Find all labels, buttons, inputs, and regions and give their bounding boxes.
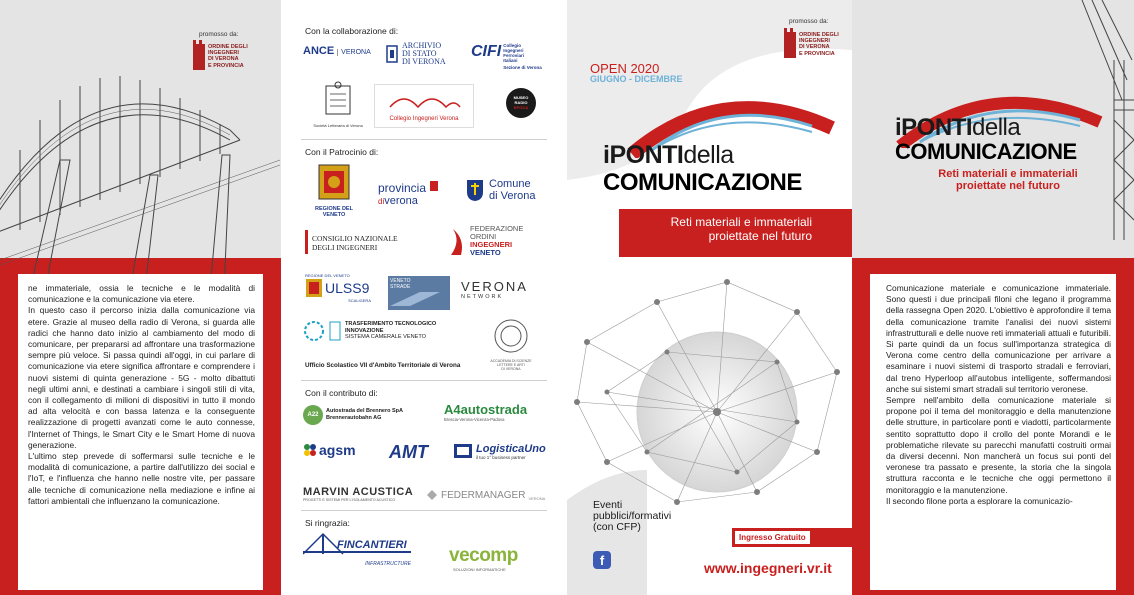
- cover-subtitle-banner: [619, 209, 852, 257]
- ulss9-logo: REGIONE DEL VENETO ULSS9 SCALIGERA: [305, 273, 371, 303]
- order-logo-line: DI VERONA: [208, 56, 239, 63]
- panel-back-right: [852, 0, 1134, 595]
- panel-back-left: [0, 0, 281, 595]
- societa-emblem-icon: [318, 80, 358, 118]
- logisticauno-logo: LogisticaUno il tuo 1° business partner: [453, 440, 546, 462]
- trasferimento-tecnologico-logo: TRASFERIMENTO TECNOLOGICO INNOVAZIONE SISTEMA CAMERALE VENETO: [303, 320, 436, 342]
- paragraph: Comunicazione materiale e comunicazione immateriale. Sono questi i due principali filoni che legano il programma della rassegna Open 2020. L'obiettivo è approfondire il tema della comunicazione tramite l'analisi dei nuovi sistemi infrastrutturali e delle nuove reti immateriali attuali e futuribili. Si parte quindi da un focus sull'importanza strategica di Verona come centro della comunicazione per arrivare a esaminare i nuovi sistemi di trasporto stradali e ferroviari, dal treno Hyperloop all'autobus intelligente, soffermandosi anche sui sistemi smart stradali sul territorio veronese.: [886, 283, 1111, 394]
- cover-title-line2: COMUNICAZIONE: [603, 169, 802, 196]
- federazione-swoosh-icon: [447, 225, 467, 259]
- facebook-icon[interactable]: f: [593, 551, 611, 569]
- collegio-arches-icon: [384, 89, 464, 111]
- federmanager-logo: FEDERMANAGER VERONA: [426, 489, 545, 501]
- cifi-logo: CIFI Collegio Ingegneri Ferroviari Italiani Sezione di Verona: [471, 43, 542, 70]
- divider: [301, 380, 547, 381]
- societa-letteraria-logo: Società Letteraria di Verona: [303, 80, 373, 128]
- patrocinio-title: Con il Patrocinio di:: [305, 147, 379, 157]
- fincantieri-logo: FINCANTIERI INFRASTRUCTURE: [303, 530, 411, 567]
- subtitle-line: Reti materiali e immateriali: [670, 215, 812, 229]
- panel-sponsors: [281, 0, 567, 595]
- ingresso-gratuito-label: Ingresso Gratuito: [735, 531, 810, 544]
- paragraph: Sempre nell'ambito della comunicazione materiale si propone poi il tema del monitoraggio e della manutenzione delle strutture, in particolare ponti e viadotti, particolarmente sentito soprattutto dopo il crollo del ponte Morandi e le problematiche rilevate su parecchi manufatti costruiti ormai da diversi decenni. Non mancherà un focus sui ponti del veronese tra passato e presente, la storia che la singola struttura racconta e le tecniche che oggi permettono il monitoraggio e la manutenzione.: [886, 395, 1111, 495]
- camera-icon: [329, 320, 341, 342]
- website-link[interactable]: www.ingegneri.vr.it: [704, 560, 832, 576]
- innovation-dots-icon: [303, 320, 325, 342]
- cover-title: iPONTIdella: [603, 141, 734, 169]
- collab-title: Con la collaborazione di:: [305, 26, 399, 36]
- comune-shield-icon: [465, 178, 485, 202]
- cni-logo: CONSIGLIO NAZIONALE DEGLI INGEGNERI: [305, 230, 398, 254]
- lion-crest-icon: [305, 278, 323, 298]
- promo-label: promosso da:: [199, 31, 239, 38]
- provincia-verona-logo: provincia diverona: [378, 180, 439, 208]
- accademia-seal-icon: [493, 318, 529, 354]
- accademia-logo: ACCADEMIA DI SCIENZE LETTERE E ARTI DI VERONA: [486, 318, 536, 371]
- paragraph: L'ultimo step prevede di soffermarsi sulle tecniche e le modalità di comunicazione, a partire dall'utilizzo dei social e l'IoT, e l'influenza che hanno nelle nostre vite, per passare alle tecniche di comunicazione nella mediazione e infine ai fattori ambientali che influenzano la comunicazione.: [28, 451, 255, 506]
- contributo-title: Con il contributo di:: [305, 388, 378, 398]
- a4-autostrada-logo: A4autostrada Brescia-Verona-Vicenza-Padova: [444, 402, 528, 422]
- ufficio-scolastico-logo: Ufficio Scolastico VII d'Ambito Territoriale di Verona: [305, 362, 461, 369]
- panel4-title-line2: COMUNICAZIONE: [895, 139, 1077, 164]
- province-crest-icon: [429, 180, 439, 192]
- paragraph: Il secondo filone porta a esplorare la comunicazio-: [886, 495, 1073, 506]
- verona-network-logo: VERONA NETWORK: [461, 279, 528, 300]
- truck-icon: [453, 440, 473, 462]
- ringraziare-title: Si ringrazia:: [305, 518, 350, 528]
- tower-icon: [193, 44, 205, 70]
- order-logo-line: INGEGNERI: [799, 38, 830, 45]
- marvin-acustica-logo: MARVIN ACUSTICA PROGETTI E SISTEMI PER L'ISOLAMENTO ACUSTICO: [303, 486, 414, 502]
- veneto-strade-logo: VENETO STRADE: [388, 276, 450, 310]
- archivio-logo: ARCHIVIO DI STATO DI VERONA: [385, 42, 446, 66]
- order-engineers-logo: [784, 32, 839, 58]
- paragraph: ne immateriale, ossia le tecniche e le modalità di comunicazione e la comunicazione via etere.: [28, 283, 255, 305]
- divider: [301, 510, 547, 511]
- network-globe-illustration: [567, 262, 852, 522]
- a22-logo: A22 Autostrada del Brennero SpA Brennerautobahn AG: [303, 405, 403, 425]
- comune-verona-logo: Comune di Verona: [465, 178, 535, 202]
- cni-bar-icon: [305, 230, 308, 254]
- order-logo-line: ORDINE DEGLI: [208, 44, 248, 50]
- federmanager-mark-icon: [426, 489, 438, 501]
- order-engineers-logo: [193, 44, 248, 70]
- road-icon: [390, 290, 440, 306]
- panel4-body: [886, 283, 1111, 507]
- promo-label: promosso da:: [789, 18, 829, 25]
- regione-veneto-logo: REGIONE DEL VENETO: [304, 163, 364, 218]
- ance-logo: ANCE VERONA: [303, 45, 371, 57]
- order-logo-line: DI VERONA: [799, 44, 830, 51]
- open-year: OPEN 2020: [590, 61, 660, 76]
- subtitle-line: Reti materiali e immateriali: [938, 168, 1078, 180]
- subtitle-line: proiettate nel futuro: [708, 229, 812, 243]
- vecomp-logo: vecomp SOLUZIONI INFORMATICHE: [449, 545, 518, 572]
- agsm-dots-icon: [303, 443, 317, 457]
- tower-icon: [784, 32, 796, 58]
- federazione-veneto-logo: FEDERAZIONE ORDINI INGEGNERI VENETO: [447, 225, 523, 259]
- panel4-subtitle: [928, 168, 1088, 192]
- panel-cover: [567, 0, 852, 595]
- event-months: GIUGNO - DICEMBRE: [590, 74, 683, 84]
- archive-emblem-icon: [385, 44, 399, 64]
- lion-crest-icon: [317, 163, 351, 201]
- divider: [301, 139, 547, 140]
- eventi-text: Eventi pubblici/formativi (con CFP): [593, 499, 672, 533]
- order-logo-line: ORDINE DEGLI: [799, 32, 839, 38]
- order-logo-line: E PROVINCIA: [208, 62, 244, 69]
- agsm-logo: agsm: [303, 442, 356, 458]
- paragraph: In questo caso il percorso inizia dalla comunicazione via etere. Grazie al museo della radio di Verona, si guarda alle radici che hanno dato inizio al cambiamento del modo di comunicare, per prepararsi ad affrontare una trasformazione sempre più veloce. Si passa quindi all'oggi, in cui parlare di comunicazione via etere significa affrontare e comprendere i nuovi sistemi di quinta generazione - 5G - molto dibattuti negli ultimi anni, e destinati a cambiare i singoli stili di vita, con il collegamento di milioni di dispositivi in tutto il mondo ad alta velocità e con bassa latenza e la conseguente realizzazione di progetti avanzati come le auto connesse, l'Internet of Things, le Smart City e le Smart Home di nuova generazione.: [28, 305, 255, 450]
- panel1-body: [28, 283, 255, 507]
- amt-logo: AMT: [389, 442, 428, 462]
- order-logo-line: E PROVINCIA: [799, 50, 835, 57]
- order-logo-line: INGEGNERI: [208, 50, 239, 57]
- museo-radio-logo: MUSEO RADIO EPOCA: [506, 88, 536, 118]
- panel4-title: iPONTIdella: [895, 114, 1021, 141]
- subtitle-line: proiettate nel futuro: [956, 180, 1060, 192]
- collegio-ingegneri-logo: Collegio Ingegneri Verona: [374, 84, 474, 128]
